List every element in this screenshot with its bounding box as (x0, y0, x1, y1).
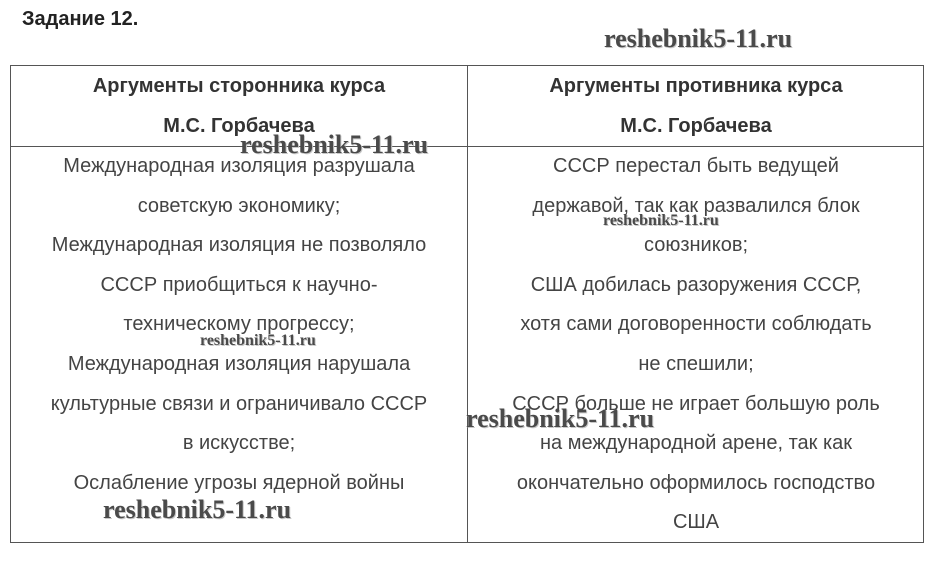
supporter-argument-line: СССР приобщиться к научно- (100, 273, 378, 296)
supporter-argument-line: Международная изоляция нарушала (67, 352, 411, 375)
header-supporter-line-2: М.С. Горбачева (163, 115, 315, 137)
opponent-argument-line: США (672, 511, 720, 534)
supporter-argument-line: Ослабление угрозы ядерной войны (73, 471, 405, 494)
watermark: reshebnik5-11.ru (103, 495, 292, 524)
arguments-table (10, 65, 924, 543)
supporter-argument-line: советскую экономику; (137, 194, 341, 217)
watermark: reshebnik5-11.ru (240, 130, 429, 159)
supporter-argument-line: культурные связи и ограничивало СССР (50, 392, 428, 415)
opponent-argument-line: окончательно оформилось господство (516, 471, 876, 494)
header-supporter-line-1: Аргументы сторонника курса (92, 75, 386, 97)
header-opponent (468, 66, 924, 146)
header-opponent-line-1: Аргументы противника курса (549, 75, 843, 97)
watermark: reshebnik5-11.ru (604, 24, 793, 53)
watermark: reshebnik5-11.ru (200, 332, 316, 349)
supporter-argument-line: техническому прогрессу; (123, 313, 355, 336)
opponent-arguments-cell (468, 147, 924, 543)
opponent-argument-line: СССР больше не играет большую роль (512, 392, 880, 415)
supporter-arguments-cell (11, 147, 467, 503)
supporter-argument-line: Международная изоляция разрушала (63, 155, 415, 177)
supporter-argument-line: в искусстве; (182, 432, 296, 455)
opponent-argument-line: не спешили; (638, 352, 754, 375)
opponent-argument-line: СССР перестал быть ведущей (553, 155, 839, 177)
header-supporter (11, 66, 467, 146)
watermark: reshebnik5-11.ru (603, 212, 719, 229)
opponent-argument-line: союзников; (643, 234, 748, 257)
supporter-argument-line: Международная изоляция не позволяло (51, 234, 427, 257)
watermark: reshebnik5-11.ru (466, 404, 655, 433)
opponent-argument-line: на международной арене, так как (539, 432, 853, 455)
opponent-argument-line: США добилась разоружения СССР, (530, 273, 862, 296)
task-title: Задание 12. (22, 8, 139, 30)
opponent-argument-line: хотя сами договоренности соблюдать (520, 313, 872, 336)
header-opponent-line-2: М.С. Горбачева (620, 115, 772, 137)
opponent-argument-line: державой, так как развалился блок (532, 194, 860, 217)
